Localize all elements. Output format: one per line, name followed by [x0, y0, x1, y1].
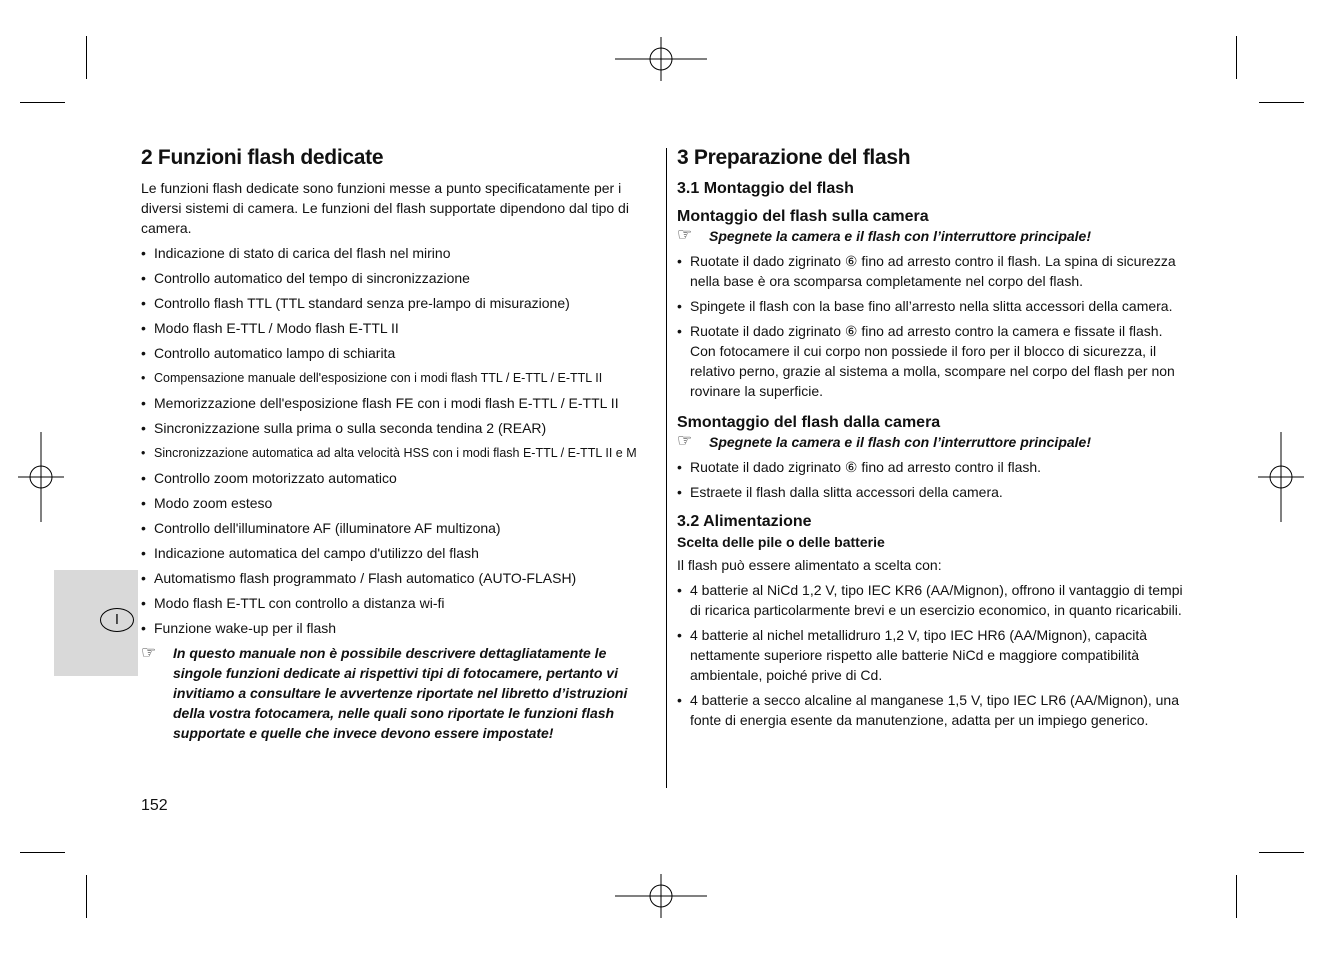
pointing-hand-icon: ☞	[141, 643, 157, 662]
section-2-title: 2 Funzioni flash dedicate	[141, 146, 384, 169]
list-item: • Controllo automatico del tempo di sincronizzazione	[141, 268, 656, 288]
pointing-hand-icon: ☞	[677, 225, 693, 244]
mount-warning	[677, 226, 1192, 246]
section-3-title: 3 Preparazione del flash	[677, 146, 911, 169]
list-item: • Automatismo flash programmato / Flash automatico (AUTO-FLASH)	[141, 568, 656, 588]
manual-note	[141, 643, 656, 743]
list-item: • Estraete il flash dalla slitta accessori della camera.	[677, 482, 1192, 502]
list-item: • 4 batterie al nichel metallidruro 1,2 V, tipo IEC HR6 (AA/Mignon), capacità nettamente superiore rispetto alle batterie NiCd e maggiore compatibilità ambientale, poiché prive di Cd.	[677, 625, 1192, 685]
registration-mark-icon	[615, 874, 707, 918]
registration-mark-icon	[1258, 432, 1304, 522]
page-number: 152	[141, 797, 168, 814]
list-item: • Modo zoom esteso	[141, 493, 656, 513]
crop-mark	[1236, 36, 1237, 79]
battery-options-list	[677, 580, 1192, 730]
list-item: • Ruotate il dado zigrinato ⑥ fino ad arresto contro la camera e fissate il flash. Con fotocamere il cui corpo non possiede il foro per il blocco di sicurezza, il relativo perno, grazie al sistema a molla, scompare nel corpo del flash per non rovinare la superficie.	[677, 321, 1192, 401]
list-item: • 4 batterie a secco alcaline al manganese 1,5 V, tipo IEC LR6 (AA/Mignon), una fonte di energia esente da manutenzione, adatta per un impiego generico.	[677, 690, 1192, 730]
list-item: • Controllo automatico lampo di schiarita	[141, 343, 656, 363]
right-column	[677, 146, 1192, 730]
unmount-title: Smontaggio del flash dalla camera	[677, 414, 941, 431]
crop-mark	[1259, 852, 1304, 853]
mount-title: Montaggio del flash sulla camera	[677, 208, 929, 225]
language-tab	[54, 570, 138, 676]
list-item: • Sincronizzazione sulla prima o sulla seconda tendina 2 (REAR)	[141, 418, 656, 438]
list-item: • Indicazione automatica del campo d'utilizzo del flash	[141, 543, 656, 563]
crop-mark	[20, 852, 65, 853]
crop-mark	[1236, 875, 1237, 918]
registration-mark-icon	[615, 37, 707, 81]
list-item: • Modo flash E-TTL / Modo flash E-TTL II	[141, 318, 656, 338]
list-item: • Indicazione di stato di carica del flash nel mirino	[141, 243, 656, 263]
mount-warning-text: Spegnete la camera e il flash con l’interruttore principale!	[709, 228, 1091, 244]
manual-note-text: In questo manuale non è possibile descrivere dettagliatamente le singole funzioni dedicate ai rispettivi tipi di fotocamere, pertanto vi invitiamo a consultare le avvertenze riportate nel libretto d’istruzioni della vostra fotocamera, nelle quali sono riportate le funzioni flash supportate e quelle che invece devono essere impostate!	[173, 645, 628, 741]
battery-title: Scelta delle pile o delle batterie	[677, 534, 885, 550]
list-item: • Controllo zoom motorizzato automatico	[141, 468, 656, 488]
list-item: • Controllo flash TTL (TTL standard senza pre-lampo di misurazione)	[141, 293, 656, 313]
list-item: • Spingete il flash con la base fino all’arresto nella slitta accessori della camera.	[677, 296, 1192, 316]
unmount-steps-list	[677, 457, 1192, 502]
mount-steps-list	[677, 251, 1192, 401]
list-item: • Sincronizzazione automatica ad alta velocità HSS con i modi flash E-TTL / E-TTL II e M	[141, 443, 656, 463]
section-2-intro: Le funzioni flash dedicate sono funzioni messe a punto specificatamente per i diversi sistemi di camera. Le funzioni del flash supportate dipendono dal tipo di camera.	[141, 180, 629, 236]
list-item: • Controllo dell'illuminatore AF (illuminatore AF multizona)	[141, 518, 656, 538]
unmount-warning-text: Spegnete la camera e il flash con l’interruttore principale!	[709, 434, 1091, 450]
dedicated-functions-list	[141, 243, 656, 638]
battery-intro: Il flash può essere alimentato a scelta con:	[677, 557, 942, 573]
left-column	[141, 146, 656, 743]
pointing-hand-icon: ☞	[677, 431, 693, 450]
section-3-2-title: 3.2 Alimentazione	[677, 513, 812, 530]
language-badge: I	[100, 608, 134, 632]
list-item: • 4 batterie al NiCd 1,2 V, tipo IEC KR6 (AA/Mignon), offrono il vantaggio di tempi di ricarica particolarmente brevi e un esercizio economico, in quanto ricaricabili.	[677, 580, 1192, 620]
crop-mark	[86, 36, 87, 79]
crop-mark	[20, 102, 65, 103]
crop-mark	[86, 875, 87, 918]
list-item: • Ruotate il dado zigrinato ⑥ fino ad arresto contro il flash. La spina di sicurezza nella base è ora scomparsa completamente nel corpo del flash.	[677, 251, 1192, 291]
list-item: • Compensazione manuale dell'esposizione con i modi flash TTL / E-TTL / E-TTL II	[141, 368, 656, 388]
crop-mark	[1259, 102, 1304, 103]
unmount-warning	[677, 432, 1192, 452]
column-divider	[666, 148, 667, 788]
list-item: • Ruotate il dado zigrinato ⑥ fino ad arresto contro il flash.	[677, 457, 1192, 477]
section-3-1-title: 3.1 Montaggio del flash	[677, 180, 854, 197]
registration-mark-icon	[18, 432, 64, 522]
list-item: • Memorizzazione dell'esposizione flash FE con i modi flash E-TTL / E-TTL II	[141, 393, 656, 413]
list-item: • Modo flash E-TTL con controllo a distanza wi-fi	[141, 593, 656, 613]
list-item: • Funzione wake-up per il flash	[141, 618, 656, 638]
